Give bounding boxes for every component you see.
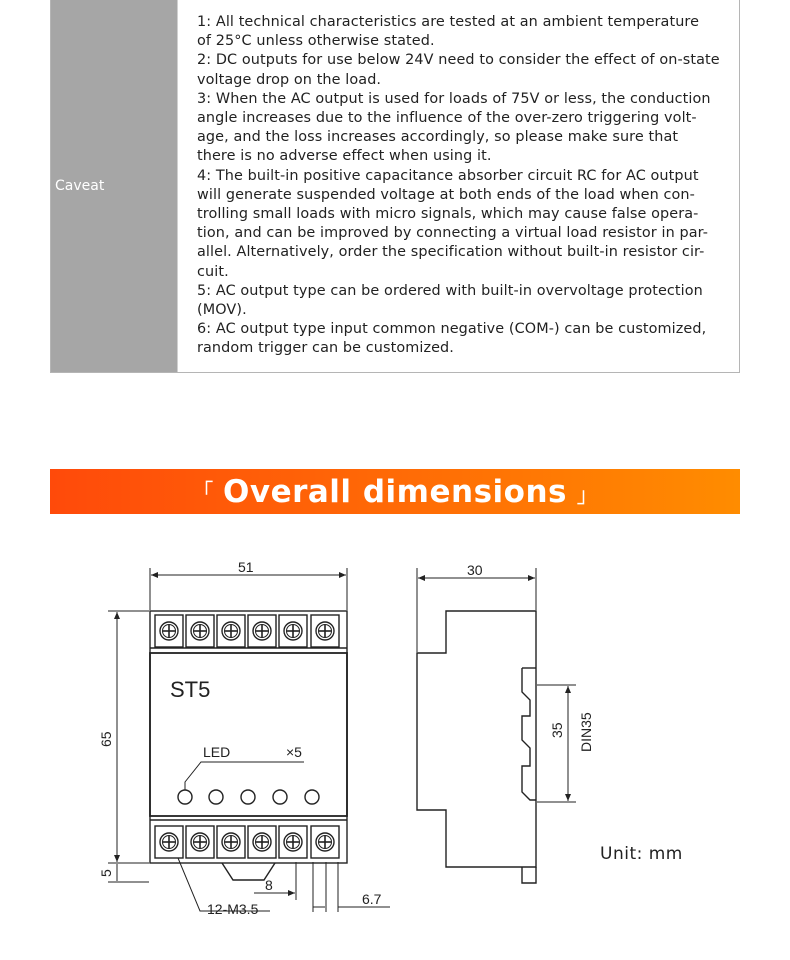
caveat-note-1: 1: All technical characteristics are tested at an ambient temperature of 25°C unless otherwise stated. (197, 14, 700, 50)
bottom-terminals (155, 826, 339, 858)
rail-type-label: DIN35 (578, 712, 594, 752)
dimension-drawing (0, 540, 790, 960)
caveat-table (50, 0, 740, 373)
led-label: LED (203, 744, 231, 760)
caveat-note-6: 6: AC output type input common negative (COM-) can be customized, random trigger can be customized. (197, 321, 707, 357)
banner-bracket-open: 「 (193, 479, 214, 503)
caveat-content (177, 0, 739, 372)
depth-value: 30 (467, 562, 483, 578)
caveat-label-cell (51, 0, 177, 372)
height-value: 65 (98, 731, 114, 747)
width-value: 51 (238, 559, 254, 575)
top-terminals (155, 615, 339, 647)
terminal-offset-value: 5 (98, 869, 114, 877)
pitch-value: 8 (265, 877, 273, 893)
caveat-note-2: 2: DC outputs for use below 24V need to consider the effect of on-state voltage drop on the load. (197, 52, 720, 88)
caveat-label: Caveat (55, 178, 105, 194)
side-view (417, 611, 536, 883)
rail-dimension (537, 685, 576, 802)
model-label: ST5 (170, 677, 211, 702)
caveat-note-4: 4: The built-in positive capacitance absorber circuit RC for AC output will generate suspended voltage at both ends of the load when con- trolling small loads with micro signals, which may cause false opera- tion, and can be improved by connecting a virtual load resistor in par- allel. Alternatively, order the specification without built-in resistor cir- cuit. (197, 167, 709, 280)
depth-dimension (417, 568, 536, 652)
caveat-note-3: 3: When the AC output is used for loads of 75V or less, the conduction angle increases due to the influence of the over-zero triggering volt- age, and the loss increases accordingly, so please make sure that there is no adverse effect when using it. (197, 90, 711, 165)
caveat-note-list (197, 13, 739, 359)
unit-label: Unit: mm (600, 844, 683, 864)
screw-spec-label: 12-M3.5 (207, 901, 259, 917)
led-count-label: ×5 (286, 744, 302, 760)
rail-height-value: 35 (549, 722, 565, 738)
banner-bracket-close: 」 (576, 483, 597, 507)
caveat-note-5: 5: AC output type can be ordered with built-in overvoltage protection (MOV). (197, 282, 703, 319)
height-dimension (108, 611, 149, 882)
section-title: Overall dimensions (223, 473, 567, 510)
terminal-width-value: 6.7 (362, 891, 382, 907)
led-indicators (178, 790, 319, 804)
section-banner (50, 469, 740, 514)
